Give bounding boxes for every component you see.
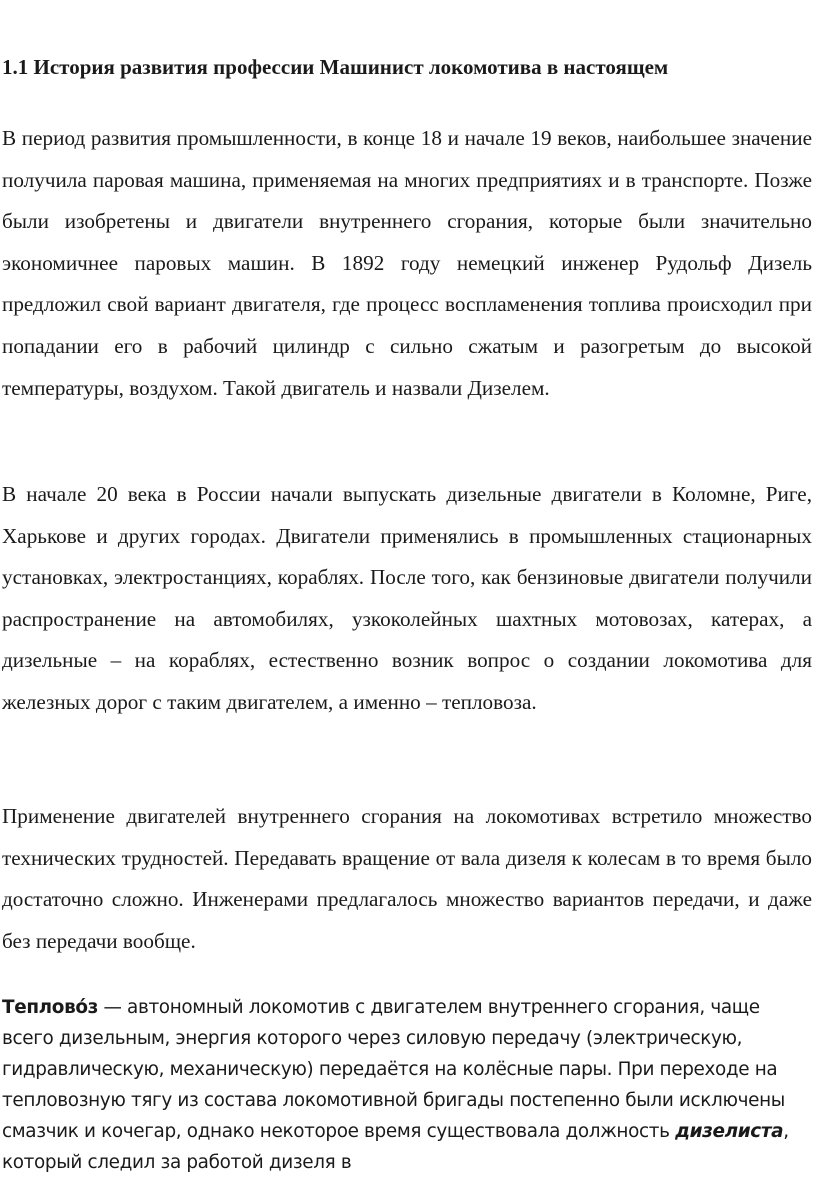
paragraph-technical-difficulties: Применение двигателей внутреннего сгорания на локомотивах встретило множество технических трудностей. Передавать вращение от вала дизеля к колесам в то время было достаточно сложно. Инженерами предлагалось множество вариантов передачи, и даже без передачи вообще. <box>2 804 812 953</box>
paragraph-diesel-in-russia: В начале 20 века в России начали выпускать дизельные двигатели в Коломне, Риге, Харькове и других городах. Двигатели применялись в промышленных стационарных установках, электростанциях, кораблях. После того, как бензиновые двигатели получили распространение на автомобилях, узкоколейных шахтных мотовозах, катерах, а дизельные – на кораблях, естественно возник вопрос о создании локомотива для железных дорог с таким двигателем, а именно – тепловоза. <box>2 482 812 714</box>
definition-term: Теплово́з <box>2 997 98 1018</box>
paragraph-locomotive-definition <box>2 992 814 1178</box>
paragraph-steam-and-diesel: В период развития промышленности, в конце 18 и начале 19 веков, наибольшее значение получила паровая машина, применяемая на многих предприятиях и в транспорте. Позже были изобретены и двигатели внутреннего сгорания, которые были значительно экономичнее паровых машин. В 1892 году немецкий инженер Рудольф Дизель предложил свой вариант двигателя, где процесс воспламенения топлива происходил при попадании его в рабочий цилиндр с сильно сжатым и разогретым до высокой температуры, воздухом. Такой двигатель и назвали Дизелем. <box>2 126 812 400</box>
definition-emphasis: дизелиста <box>675 1121 784 1142</box>
section-heading: 1.1 История развития профессии Машинист локомотива в настоящем <box>2 55 669 79</box>
definition-text-first: — автономный локомотив с двигателем внутреннего сгорания, чаще всего дизельным, энергия которого через силовую передачу (электрическую, гидравлическую, механическую) передаётся на колёсные пары. При переходе на тепловозную тягу из состава локомотивной бригады постепенно были исключены смазчик и кочегар, однако некоторое время существовала должность <box>2 997 785 1142</box>
definition-text-second: , который следил за работой дизеля в <box>2 1121 789 1173</box>
